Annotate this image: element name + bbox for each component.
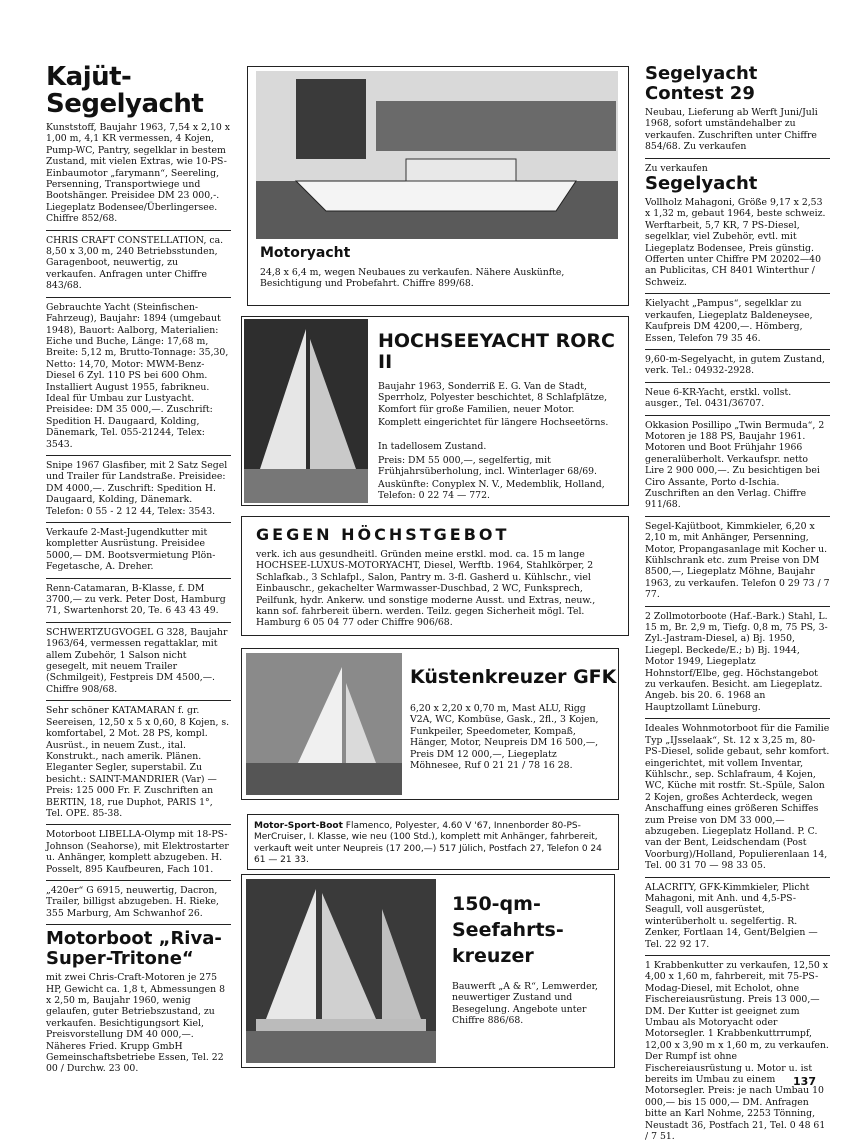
ad-box-hoechstgebot <box>241 516 629 636</box>
box-text-4: Preis: DM 55 000,—, segelfertig, mit Frühjahrsüberholung, incl. Winterlager 68/69. <box>378 455 597 478</box>
ad-text: SCHWERTZUGVOGEL G 328, Baujahr 1963/64, vermessen regattaklar, mit allem Zubehör, 1 Salson nicht gesegelt, mit neuem Trailer (Schmilgeit), Festpreis DM 4500,—. Chiffre 908/68. <box>46 626 228 695</box>
box-text-3: In tadellosem Zustand. <box>378 441 487 452</box>
ad-title: Kajüt-Segelyacht <box>46 62 204 119</box>
ad-box-hochseeyacht <box>241 316 629 506</box>
ad-contest-29 <box>645 60 830 159</box>
box-text-1: Baujahr 1963, Sonderriß E. G. Van de Stadt, Sperrholz, Polyester beschichtet, 8 Schlafplätze, Komfort für große Familien, neuer Motor. <box>378 381 608 415</box>
box-title: Küstenkreuzer GFK <box>410 666 617 688</box>
page-number: 137 <box>793 1075 816 1088</box>
ad-text: CHRIS CRAFT CONSTELLATION, ca. 8,50 x 3,00 m, 240 Betriebsstunden, Garagenboot, neuwertig, zu verkaufen. Anfragen unter Chiffre 843/68. <box>46 234 224 292</box>
box-title: HOCHSEEYACHT RORC II <box>378 330 615 373</box>
box-title: 150-qm-Seefahrts-kreuzer <box>452 893 564 967</box>
ad-text: Neue 6-KR-Yacht, erstkl. vollst. ausger., Tel. 0431/36707. <box>645 386 792 410</box>
ad-krabbenkutter <box>645 956 830 1148</box>
ad-text: Kunststoff, Baujahr 1963, 7,54 x 2,10 x 1,00 m, 4,1 KR vermessen, 4 Kojen, Pump-WC, Pantry, segelklar in bestem Zustand, mit vielen Extras, wie 10-PS-Einbaumotor „farymann“, Seereling, Persenning, Transportwiege und Bootshänger. Preisidee DM 23 000,-. Liegeplatz Bodensee/Überlingersee. Chiffre 852/68. <box>46 122 231 225</box>
ad-box-motoryacht <box>247 66 629 306</box>
ad-text: ALACRITY, GFK-Kimmkieler, Plicht Mahagoni, mit Anh. und 4,5-PS-Seagull, voll ausgerüstet, winterüberholt u. segelfertig. R. Zenker, Fortlaan 14, Gent/Belgien — Tel. 22 92 17. <box>645 881 818 950</box>
motoryacht-photo <box>256 71 618 239</box>
ad-katamaran <box>46 701 231 825</box>
ad-title: Segelyacht Contest 29 <box>645 63 758 104</box>
ad-text: 9,60-m-Segelyacht, in gutem Zustand, verk. Tel.: 04932-2928. <box>645 353 825 377</box>
box-text <box>254 821 612 867</box>
ad-text: Snipe 1967 Glasfiber, mit 2 Satz Segel und Trailer für Landstraße. Preisidee: DM 4000,—. Zuschrift: Spedition H. Daugaard, Kolding, Dänemark. Telefon: 0 55 - 2 12 44, Telex: 3543. <box>46 459 228 517</box>
box-text-5: Auskünfte: Conyplex N. V., Medemblik, Holland, Telefon: 0 22 74 — 772. <box>378 479 605 502</box>
ad-posillipo <box>645 416 830 517</box>
ad-alacrity <box>645 878 830 956</box>
ad-wohnmotorboot <box>645 719 830 877</box>
ad-riva <box>46 925 231 1080</box>
ad-text: Okkasion Posillipo „Twin Bermuda“, 2 Motoren je 188 PS, Baujahr 1961. Motoren und Boot Frühjahr 1966 generalüberholt. Verkaufspr. netto Lire 2 900 000,—. Zu besichtigen bei Ciro Assante, Porto d-Ischia. Zuschriften an den Verlag. Chiffre 911/68. <box>645 419 825 511</box>
ad-kicker: Zu verkaufen <box>645 162 708 174</box>
ad-9-60-segelyacht <box>645 350 830 383</box>
ad-420er <box>46 881 231 925</box>
box-text: verk. ich aus gesundheitl. Gründen meine erstkl. mod. ca. 15 m lange HOCHSEE-LUXUS-MOTORYACHT, Diesel, Werftb. 1964, Stahlkörper, 2 Schlafkab., 3 Schlafpl., Salon, Pantry m. 3-fl. Gasherd u. Kühlschr., viel Einbauschr., gekachelter Warmwasser-Duschbad, 2 WC, Funksprech, Peilfunk, hydr. Ankerw. und sonstige moderne Ausst. und Extras, neuw., kann sof. fahrbereit übern. werden. Teilz. gegen Sicherheit mögl. Tel. Hamburg 6 05 04 77 oder Chiffre 906/68. <box>256 549 596 629</box>
ad-text: 2 Zollmotorboote (Haf.-Bark.) Stahl, L. 15 m, Br. 2,9 m, Tiefg. 0,8 m, 75 PS, 3-Zyl.-Jastram-Diesel, a) Bj. 1950, Liegepl. Beckede/E.; b) Bj. 1944, Motor 1949, Liegeplatz Hohnstorf/Elbe, geg. Höchstangebot zu verkaufen. Besicht. am Liegeplatz. Angeb. bis 20. 6. 1968 an Hauptzollamt Lüneburg. <box>645 610 828 713</box>
ad-text: Segel-Kajütboot, Kimmkieler, 6,20 x 2,10 m, mit Anhänger, Persenning, Motor, Propangasanlage mit Kocher u. Kühlschrank etc. zum Preise von DM 8500,—, Liegeplatz Möhne, Baujahr 1963, zu verkaufen. Telefon 0 29 73 / 7 77. <box>645 520 830 601</box>
ad-text: Ideales Wohnmotorboot für die Familie Typ „IJsselaak“, St. 12 x 3,25 m, 80-PS-Diesel, solide gebaut, sehr komfort. eingerichtet, mit vollem Inventar, Kühlschr., sep. Schlafraum, 4 Kojen, WC, Küche mit rostfr. St.-Spüle, Salon 2 Kojen, großes Achterdeck, wegen Anschaffung eines größeren Schiffes zum Preise von DM 33 000,— abzugeben. Liegeplatz Holland. P. C. van der Bent, Leidschendam (Post Voorburg)/Holland, Populierenlaan 14, Tel. 00 31 70 — 98 33 05. <box>645 723 830 872</box>
ad-text: Gebrauchte Yacht (Steinfischen-Fahrzeug), Baujahr: 1894 (umgebaut 1948), Bauort: Aalborg, Materialien: Eiche und Buche, Länge: 17,68 m, Breite: 5,12 m, Brutto-Tonnage: 35,30, Netto: 14,70, Motor: MWM-Benz-Diesel 6 Zyl. 110 PS bei 600 Ohm. Installiert August 1955, fabrikneu. Ideal für Umbau zur Lustyacht. Preisidee: DM 35 000,—. Zuschrift: Spedition H. Daugaard, Kolding, Dänemark, Tel. 055-21244, Telex: 3543. <box>46 301 229 450</box>
ad-text: Renn-Catamaran, B-Klasse, f. DM 3700,— zu verk. Peter Dost, Hamburg 71, Swartenhorst 20, Te. 6 43 43 49. <box>46 582 226 617</box>
ad-text: Motorboot LIBELLA-Olymp mit 18-PS-Johnson (Seahorse), mit Elektrostarter u. Anhänger, komplett abzugeben. H. Posselt, 895 Kaufbeuren, Fach 101. <box>46 829 229 875</box>
box-title: Motor-Sport-Boot <box>254 821 343 831</box>
ad-jugendkutter <box>46 523 231 579</box>
hochseeyacht-photo <box>244 319 368 503</box>
ad-snipe <box>46 456 231 523</box>
box-text: 6,20 x 2,20 x 0,70 m, Mast ALU, Rigg V2A, WC, Kombüse, Gask., 2fl., 3 Kojen, Funkpeiler, Speedometer, Kompaß, Hänger, Motor, Neupreis DM 16 500,—, Preis DM 12 000,—, Liegeplatz Möhnesee, Ruf 0 21 21 / 78 16 28. <box>410 703 599 772</box>
ad-6-kr-yacht <box>645 383 830 416</box>
ad-chris-craft <box>46 231 231 298</box>
box-title: Motoryacht <box>260 245 351 261</box>
box-text-2: Komplett eingerichtet für längere Hochseetörns. <box>378 417 609 428</box>
ad-schwertzugvogel <box>46 623 231 701</box>
ad-title: Segelyacht <box>645 173 758 195</box>
kuestenkreuzer-photo <box>246 653 402 795</box>
ad-kajuet-segelyacht <box>46 60 231 231</box>
ad-segelyacht <box>645 159 830 295</box>
ad-text: Vollholz Mahagoni, Größe 9,17 x 2,53 x 1,32 m, gebaut 1964, beste schweiz. Werftarbeit, 5,7 KR, 7 PS-Diesel, segelklar, viel Zubehör, evtl. mit Liegeplatz Bodensee, Preis günstig. Offerten unter Chiffre PM 20202—40 an Publicitas, CH 8401 Winterthur / Schweiz. <box>645 197 826 288</box>
right-column <box>645 60 830 1148</box>
ad-kielyacht-pampus <box>645 294 830 350</box>
ad-renn-catamaran <box>46 579 231 623</box>
ad-segel-kajuetboot <box>645 517 830 607</box>
ad-text: „420er“ G 6915, neuwertig, Dacron, Trailer, billigst abzugeben. H. Rieke, 355 Marburg, Am Schwanhof 26. <box>46 884 219 919</box>
ad-zollmotorboote <box>645 607 830 720</box>
ad-text: Sehr schöner KATAMARAN f. gr. Seereisen, 12,50 x 5 x 0,60, 8 Kojen, s. komfortabel, 2 Mot. 28 PS, kompl. Ausrüst., in neuem Zust., ital. Konstrukt., nach amerik. Plänen. Eleganter Segler, superstabil. Zu besicht.: SAINT-MANDRIER (Var) — Preis: 125 000 Fr. F. Zuschriften an BERTIN, 18, rue Duphot, PARIS 1°, Tel. OPE. 85-38. <box>46 705 230 819</box>
seefahrtskreuzer-photo <box>246 879 436 1063</box>
ad-libella <box>46 825 231 881</box>
box-text: 24,8 x 6,4 m, wegen Neubaues zu verkaufen. Nähere Auskünfte, Besichtigung und Probefahrt. Chiffre 899/68. <box>260 267 565 290</box>
ad-box-seefahrtskreuzer <box>241 874 615 1068</box>
box-text: Bauwerft „A & R“, Lemwerder, neuwertiger Zustand und Besegelung. Angebote unter Chiffre 886/68. <box>452 981 599 1027</box>
box-body: Flamenco, Polyester, 4.60 V '67, Innenborder 80-PS-MerCruiser, I. Klasse, wie neu (100 Std.), komplett mit Anhänger, fahrbereit, verkauft weit unter Neupreis (17 200,—) 517 Jülich, Postfach 27, Telefon 0 24 61 — 21 33. <box>254 821 602 866</box>
box-title: GEGEN HÖCHSTGEBOT <box>256 525 510 544</box>
ad-text: Verkaufe 2-Mast-Jugendkutter mit kompletter Ausrüstung. Preisidee 5000,— DM. Bootsvermietung Plön-Fegetasche, A. Dreher. <box>46 527 216 573</box>
ad-gebrauchte-yacht <box>46 298 231 456</box>
ad-text: Neubau, Lieferung ab Werft Juni/Juli 1968, sofort umständehalber zu verkaufen. Zuschriften unter Chiffre 854/68. Zu verkaufen <box>645 107 818 153</box>
ad-text: Kielyacht „Pampus“, segelklar zu verkaufen, Liegeplatz Baldeneysee, Kaufpreis DM 4200,—. Hömberg, Essen, Telefon 79 35 46. <box>645 298 813 344</box>
ad-title: Motorboot „Riva-Super-Tritone“ <box>46 928 222 970</box>
ad-text: 1 Krabbenkutter zu verkaufen, 12,50 x 4,00 x 1,60 m, fahrbereit, mit 75-PS-Modag-Diesel, mit Echolot, ohne Fischereiausrüstung. Preis 13 000,— DM. Der Kutter ist geeignet zum Umbau als Motoryacht oder Motorsegler. 1 Krabbenkuttrrumpf, 12,00 x 3,90 m x 1,60 m, zu verkaufen. Der Rumpf ist ohne Fischereiausrüstung u. Motor u. ist bereits im Umbau zu einem Motorsegler. Preis: je nach Umbau 10 000,— bis 15 000,— DM. Anfragen bitte an Karl Nohme, 2253 Tönning, Neustadt 36, Postfach 21, Tel. 0 48 61 / 7 51. <box>645 960 829 1143</box>
ad-box-motor-sport-boot <box>247 814 619 870</box>
left-column <box>46 60 231 1080</box>
ad-box-kuestenkreuzer <box>241 648 619 800</box>
ad-text: mit zwei Chris-Craft-Motoren je 275 HP, Gewicht ca. 1,8 t, Abmessungen 8 x 2,50 m, Baujahr 1960, wenig gelaufen, guter Betriebszustand, zu verkaufen. Besichtigungsort Kiel, Preisvorstellung DM 40 000,—. Näheres Fried. Krupp GmbH Gemeinschaftsbetriebe Essen, Tel. 22 00 / Durchw. 23 00. <box>46 972 225 1075</box>
